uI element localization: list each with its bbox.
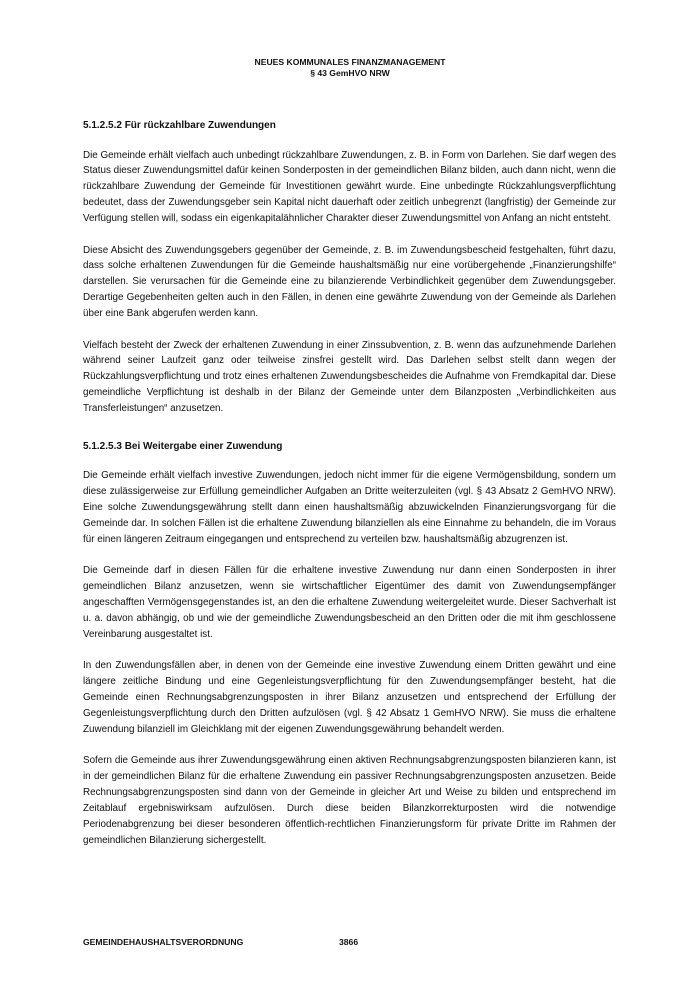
- header-title: NEUES KOMMUNALES FINANZMANAGEMENT: [254, 57, 446, 67]
- page-header: [0, 57, 700, 79]
- paragraph: Diese Absicht des Zuwendungsgebers gegenüber der Gemeinde, z. B. im Zuwendungsbescheid festgehalten, führt dazu, dass solche erhaltenen Zuwendungen für die Gemeinde haushaltsmäßig nur eine vorübergehende „Finanzierungshilfe“ darstellen. Sie verursachen für die Gemeinde eine zu bilanzierende Verbindlichkeit gegenüber dem Zuwendungsgeber. Derartige Gegebenheiten gelten auch in den Fällen, in denen eine gewährte Zuwendung von der Gemeinde als Darlehen über eine Bank abgerufen werden kann.: [83, 244, 616, 319]
- section-heading: 5.1.2.5.3 Bei Weitergabe einer Zuwendung: [83, 440, 283, 452]
- paragraph: Die Gemeinde erhält vielfach investive Zuwendungen, jedoch nicht immer für die eigene Vermögensbildung, sondern um diese zulässigerweise zur Erfüllung gemeindlicher Aufgaben an Dritte weiterzuleiten (vgl. § 43 Absatz 2 GemHVO NRW). Eine solche Zuwendungsgewährung stellt dann einen haushaltsmäßig abzuwickelnden Finanzierungsvorgang für die Gemeinde dar. In solchen Fällen ist die erhaltene Zuwendung bilanziellen als eine Einnahme zu behandeln, die im Voraus für einen längeren Zeitraum eingegangen und entsprechend zu verteilen bzw. haushaltsmäßig abzugrenzen ist.: [83, 470, 616, 545]
- page-body: [83, 119, 616, 864]
- paragraph: In den Zuwendungsfällen aber, in denen von der Gemeinde eine investive Zuwendung einem Dritten gewährt und eine längere zeitliche Bindung und eine Gegenleistungsverpflichtung für den Zuwendungsempfänger besteht, hat die Gemeinde einen Rechnungsabgrenzungsposten in ihrer Bilanz anzusetzen und entsprechend der Erfüllung der Gegenleistungsverpflichtung durch den Dritten aufzulösen (vgl. § 42 Absatz 1 GemHVO NRW). Sie muss die erhaltene Zuwendung bilanziell im Gleichklang mit der eigenen Zuwendungsgewährung behandelt werden.: [83, 660, 616, 735]
- section-heading: 5.1.2.5.2 Für rückzahlbare Zuwendungen: [83, 120, 276, 131]
- paragraph: Sofern die Gemeinde aus ihrer Zuwendungsgewährung einen aktiven Rechnungsabgrenzungsposten bilanzieren kann, ist in der gemeindlichen Bilanz für die erhaltene Zuwendung ein passiver Rechnungsabgrenzungsposten anzusetzen. Beide Rechnungsabgrenzungsposten sind dann von der Gemeinde in gleicher Art und Weise zu bilden und entsprechend im Zeitablauf ergebniswirksam aufzulösen. Durch diese beiden Bilanzkorrekturposten wird die notwendige Periodenabgrenzung bei dieser besonderen öffentlich-rechtlichen Finanzierungsform für private Dritte im Rahmen der gemeindlichen Bilanzierung sichergestellt.: [83, 755, 616, 846]
- page-footer: [83, 937, 616, 947]
- page-number: 3866: [339, 937, 359, 947]
- paragraph: Die Gemeinde erhält vielfach auch unbedingt rückzahlbare Zuwendungen, z. B. in Form von Darlehen. Sie darf wegen des Status dieser Zuwendungsmittel dafür keinen Sonderposten in der gemeindlichen Bilanz bilden, auch dann nicht, wenn die rückzahlbare Zuwendung der Gemeinde für Investitionen gewährt wurde. Eine unbedingte Rückzahlungsverpflichtung bedeutet, dass der Zuwendungsgeber sein Kapital nicht dauerhaft oder zeitlich unbegrenzt (langfristig) der Gemeinde zur Verfügung stellen will, sodass ein eigenkapitalähnlicher Charakter dieser Zuwendungsmittel von Anfang an nicht entsteht.: [83, 149, 616, 224]
- paragraph: Vielfach besteht der Zweck der erhaltenen Zuwendung in einer Zinssubvention, z. B. wenn das aufzunehmende Darlehen während seiner Laufzeit ganz oder teilweise zinsfrei gestellt wird. Das Darlehen selbst stellt dann wegen der Rückzahlungsverpflichtung und trotz eines erhaltenen Zuwendungsbescheides die Aufnahme von Fremdkapital dar. Diese gemeindliche Verpflichtung ist deshalb in der Bilanz der Gemeinde unter dem Bilanzposten „Verbindlichkeiten aus Transferleistungen“ anzusetzen.: [83, 339, 616, 414]
- header-subtitle: § 43 GemHVO NRW: [310, 68, 390, 78]
- paragraph: Die Gemeinde darf in diesen Fällen für die erhaltene investive Zuwendung nur dann einen Sonderposten in ihrer gemeindlichen Bilanz anzusetzen, wenn sie wirtschaftlicher Eigentümer des damit von Zuwendungsempfänger angeschafften Vermögensgegenstandes ist, an den die erhaltene Zuwendung weitergeleitet wurde. Dieser Sachverhalt ist u. a. davon abhängig, ob und wie der gemeindliche Zuwendungsbescheid an den Dritten oder die mit ihm geschlossene Vereinbarung ausgestaltet ist.: [83, 565, 616, 640]
- footer-label: GEMEINDEHAUSHALTSVERORDNUNG: [83, 937, 244, 947]
